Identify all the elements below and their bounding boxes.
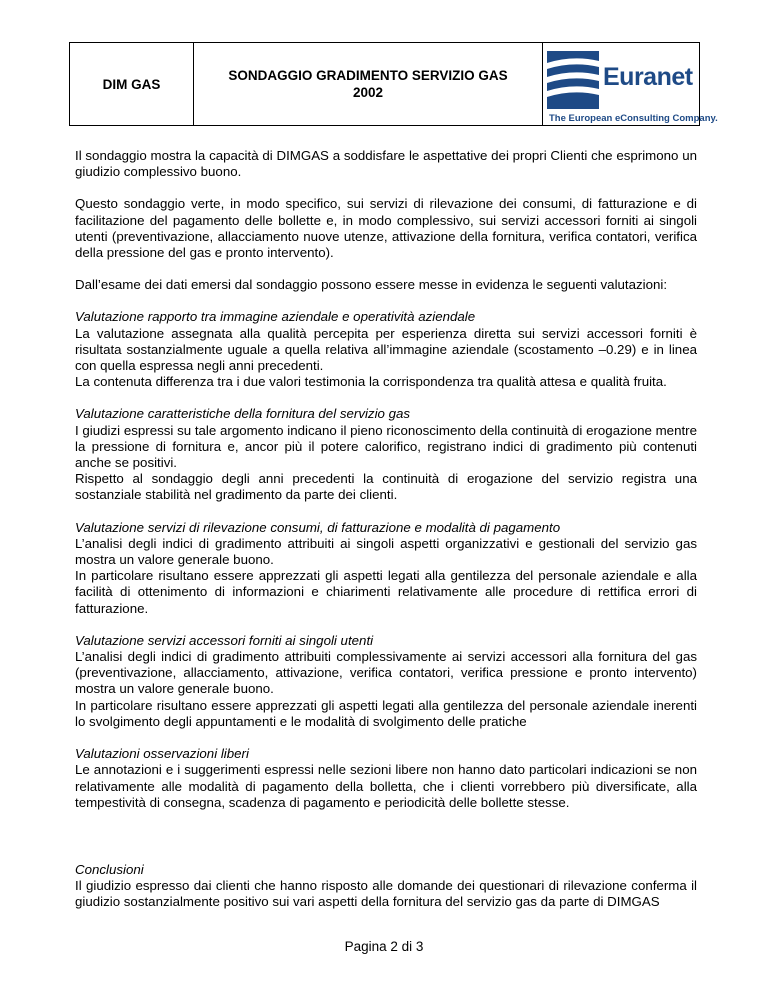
conclusion bbox=[75, 862, 697, 911]
header-title-line1: SONDAGGIO GRADIMENTO SERVIZIO GAS bbox=[228, 68, 508, 83]
section-title: Valutazione servizi di rilevazione consumi, di fatturazione e modalità di pagamento bbox=[75, 519, 561, 535]
document-body bbox=[75, 148, 697, 827]
section bbox=[75, 520, 697, 617]
intro-paragraph: Dall’esame dei dati emersi dal sondaggio possono essere messe in evidenza le seguenti valutazioni: bbox=[75, 277, 668, 293]
logo-tagline: The European eConsulting Company. bbox=[549, 113, 718, 124]
page-number: Pagina 2 di 3 bbox=[344, 939, 424, 954]
section-text: Le annotazioni e i suggerimenti espressi nelle sezioni libere non hanno dato particolari indicazioni se non relativamente alle modalità di pagamento della bolletta, che i clienti vorrebbero più diversificate, alla tempestività di consegna, scadenza di pagamento e periodicità delle bollette stesse. bbox=[75, 762, 697, 810]
section-text: La contenuta differenza tra i due valori testimonia la corrispondenza tra qualità attesa e qualità fruita. bbox=[75, 374, 667, 390]
header-logo bbox=[543, 43, 718, 125]
section-text: I giudizi espressi su tale argomento indicano il pieno riconoscimento della continuità di erogazione mentre la pressione di fornitura e, ancor più il potere calorifico, registrano indici di gradimento più contenuti anche se positivi. bbox=[75, 422, 697, 471]
section bbox=[75, 746, 697, 811]
intro-paragraph: Il sondaggio mostra la capacità di DIMGAS a soddisfare le aspettative dei propri Clienti che esprimono un giudizio complessivo buono. bbox=[75, 148, 697, 180]
section bbox=[75, 633, 697, 730]
section bbox=[75, 309, 697, 390]
document-header bbox=[69, 42, 718, 126]
section-text: In particolare risultano essere apprezzati gli aspetti legati alla gentilezza del personale aziendale e alla facilità di ottenimento di informazioni e chiarimenti relativamente alle procedure di rettifica errori di fatturazione. bbox=[75, 568, 697, 616]
section bbox=[75, 406, 697, 503]
section-title: Valutazione caratteristiche della fornitura del servizio gas bbox=[75, 406, 411, 422]
section-text: In particolare risultano essere apprezzati gli aspetti legati alla gentilezza del personale aziendale inerenti lo svolgimento degli appuntamenti e le modalità di svolgimento delle pratiche bbox=[75, 697, 697, 729]
section-text: La valutazione assegnata alla qualità percepita per esperienza diretta sui servizi accessori forniti è risultata sostanzialmente uguale a quella relativa all’immagine aziendale (scostamento –0.29) e in linea con quella espressa negli anni precedenti. bbox=[75, 325, 697, 374]
section-title: Valutazione servizi accessori forniti ai singoli utenti bbox=[75, 632, 374, 648]
intro-paragraph: Questo sondaggio verte, in modo specifico, sui servizi di rilevazione dei consumi, di fatturazione e di facilitazione del pagamento delle bollette e, in modo complessivo, sui servizi accessori forniti ai singoli utenti (preventivazione, allacciamento nuove utenze, attivazione della fornitura, verifica contatori, verifica della pressione del gas e pronto intervento). bbox=[75, 196, 697, 261]
section-text: Rispetto al sondaggio degli anni precedenti la continuità di erogazione del servizio registra una sostanziale stabilità nel gradimento da parte dei clienti. bbox=[75, 471, 697, 503]
logo-name: Euranet bbox=[603, 63, 693, 91]
section-title: Valutazioni osservazioni liberi bbox=[75, 746, 249, 762]
section-text: L’analisi degli indici di gradimento attribuiti complessivamente ai servizi accessori alla fornitura del gas (preventivazione, allacciamento, attivazione, verifica contatori, verifica pressione e pronto intervento) mostra un valore generale buono. bbox=[75, 649, 697, 697]
euranet-logo-icon bbox=[547, 51, 599, 109]
section-text: L’analisi degli indici di gradimento attribuiti ai singoli aspetti organizzativi e gestionali del servizio gas mostra un valore generale buono. bbox=[75, 535, 697, 568]
header-company: DIM GAS bbox=[70, 43, 194, 125]
header-title bbox=[194, 43, 543, 125]
conclusion-text: Il giudizio espresso dai clienti che hanno risposto alle domande dei questionari di rilevazione conferma il giudizio sostanzialmente positivo sui vari aspetti della fornitura del servizio gas da parte di DIMGAS bbox=[75, 878, 697, 910]
section-title: Valutazione rapporto tra immagine aziendale e operatività aziendale bbox=[75, 309, 476, 325]
header-title-line2: 2002 bbox=[352, 85, 384, 100]
conclusion-title: Conclusioni bbox=[75, 862, 144, 877]
